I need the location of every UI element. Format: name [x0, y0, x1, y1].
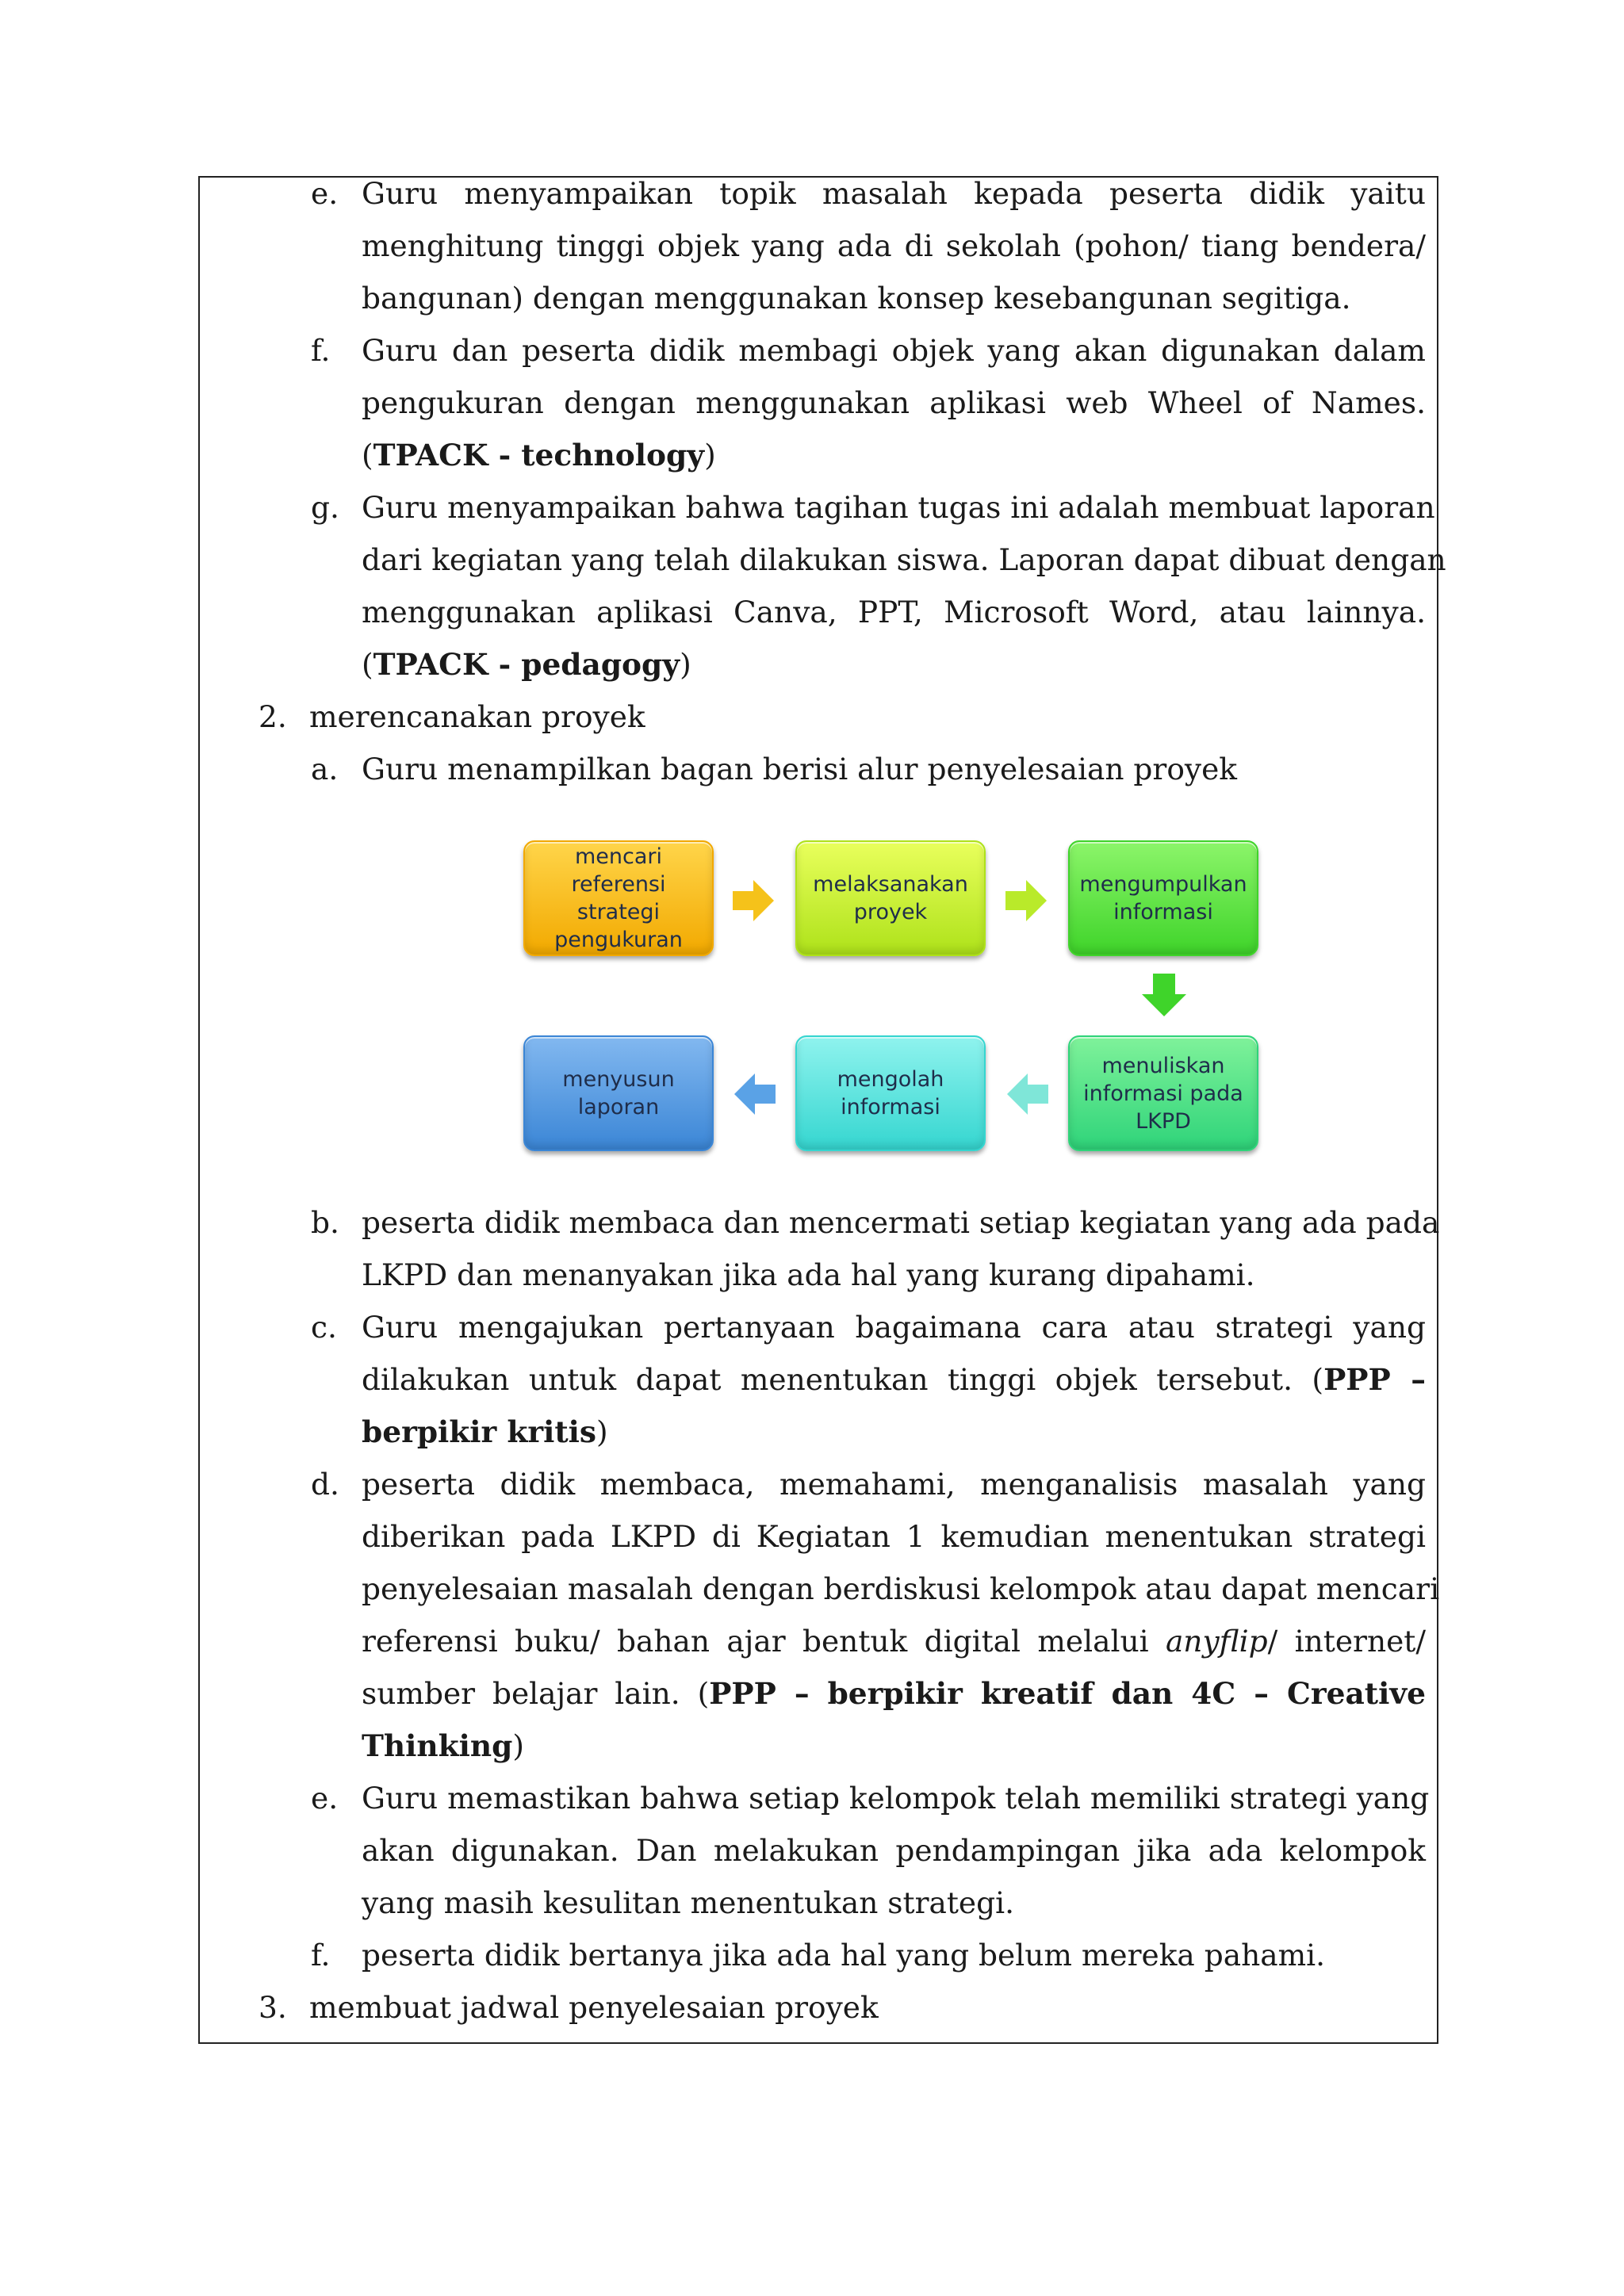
section-marker-2: 2.: [259, 699, 287, 734]
item-g-line-2: dari kegiatan yang telah dilakukan siswa. Laporan dapat dibuat dengan: [362, 542, 1446, 577]
list-marker-2a: a.: [311, 752, 339, 786]
item-e-line-3: bangunan) dengan menggunakan konsep kesebangunan segitiga.: [362, 281, 1351, 316]
item-2c-line-3: berpikir kritis): [362, 1414, 608, 1449]
item-2e-line-2: akan digunakan. Dan melakukan pendampingan jika ada kelompok: [362, 1833, 1426, 1868]
item-2e-line-1: Guru memastikan bahwa setiap kelompok telah memiliki strategi yang: [362, 1781, 1430, 1816]
list-marker-2f: f.: [311, 1938, 331, 1973]
item-g-line-1: Guru menyampaikan bahwa tagihan tugas ini adalah membuat laporan: [362, 490, 1435, 525]
arrow-left-icon: [733, 1072, 777, 1116]
item-g-tag: (TPACK - pedagogy): [362, 647, 691, 682]
item-2b-line-1: peserta didik membaca dan mencermati setiap kegiatan yang ada pada: [362, 1205, 1440, 1240]
tag-tpack-pedagogy: TPACK - pedagogy: [373, 647, 680, 682]
item-g-line-3: menggunakan aplikasi Canva, PPT, Microsoft Word, atau lainnya.: [362, 595, 1426, 629]
list-marker-g: g.: [311, 490, 339, 525]
list-marker-2b: b.: [311, 1205, 339, 1240]
arrow-down-icon: [1140, 972, 1188, 1018]
item-f-line-2: pengukuran dengan menggunakan aplikasi web Wheel of Names.: [362, 385, 1426, 420]
item-2a-text: Guru menampilkan bagan berisi alur penyelesaian proyek: [362, 752, 1238, 786]
list-marker-2c: c.: [311, 1310, 337, 1345]
arrow-right-icon: [731, 878, 776, 923]
section-title-3: membuat jadwal penyelesaian proyek: [309, 1990, 879, 2025]
item-2e-line-3: yang masih kesulitan menentukan strategi.: [362, 1885, 1015, 1920]
list-marker-f: f.: [311, 333, 331, 368]
tag-ppp-critical: berpikir kritis: [362, 1414, 597, 1449]
tag-tpack-technology: TPACK - technology: [373, 438, 705, 473]
section-marker-3: 3.: [259, 1990, 287, 2025]
item-2c-line-1: Guru mengajukan pertanyaan bagaimana cara atau strategi yang: [362, 1310, 1426, 1345]
flow-step-write-lkpd: menuliskan informasi pada LKPD: [1068, 1035, 1258, 1151]
item-2c-line-2: dilakukan untuk dapat menentukan tinggi objek tersebut. (PPP –: [362, 1362, 1426, 1397]
item-2d-line-2: diberikan pada LKPD di Kegiatan 1 kemudian menentukan strategi: [362, 1519, 1426, 1554]
item-2b-line-2: LKPD dan menanyakan jika ada hal yang kurang dipahami.: [362, 1257, 1255, 1292]
item-e-line-2: menghitung tinggi objek yang ada di sekolah (pohon/ tiang bendera/: [362, 228, 1426, 263]
flow-step-reference-search: mencari referensi strategi pengukuran: [523, 840, 714, 956]
item-f-tag: (TPACK - technology): [362, 438, 716, 473]
flow-step-collect-info: mengumpulkan informasi: [1068, 840, 1258, 956]
flow-step-compile-report: menyusun laporan: [523, 1035, 714, 1151]
item-2f-text: peserta didik bertanya jika ada hal yang belum mereka pahami.: [362, 1938, 1326, 1973]
item-2d-line-4: referensi buku/ bahan ajar bentuk digital melalui anyflip/ internet/: [362, 1624, 1427, 1659]
list-marker-2e: e.: [311, 1781, 339, 1816]
arrow-left-icon: [1005, 1072, 1050, 1116]
item-f-line-1: Guru dan peserta didik membagi objek yang akan digunakan dalam: [362, 333, 1426, 368]
flow-step-run-project: melaksanakan proyek: [795, 840, 986, 956]
item-2d-line-3: penyelesaian masalah dengan berdiskusi kelompok atau dapat mencari: [362, 1571, 1440, 1606]
list-marker-2d: d.: [311, 1467, 339, 1502]
item-2d-line-1: peserta didik membaca, memahami, menganalisis masalah yang: [362, 1467, 1426, 1502]
flow-step-process-info: mengolah informasi: [795, 1035, 986, 1151]
section-title-2: merencanakan proyek: [309, 699, 645, 734]
item-2d-line-5: sumber belajar lain. (PPP – berpikir kreatif dan 4C – Creative: [362, 1676, 1426, 1711]
item-2d-line-6: Thinking): [362, 1728, 525, 1763]
arrow-right-icon: [1004, 878, 1048, 923]
list-marker-e: e.: [311, 176, 339, 211]
tag-ppp-creative: Thinking: [362, 1728, 513, 1763]
item-e-line-1: Guru menyampaikan topik masalah kepada peserta didik yaitu: [362, 176, 1426, 211]
